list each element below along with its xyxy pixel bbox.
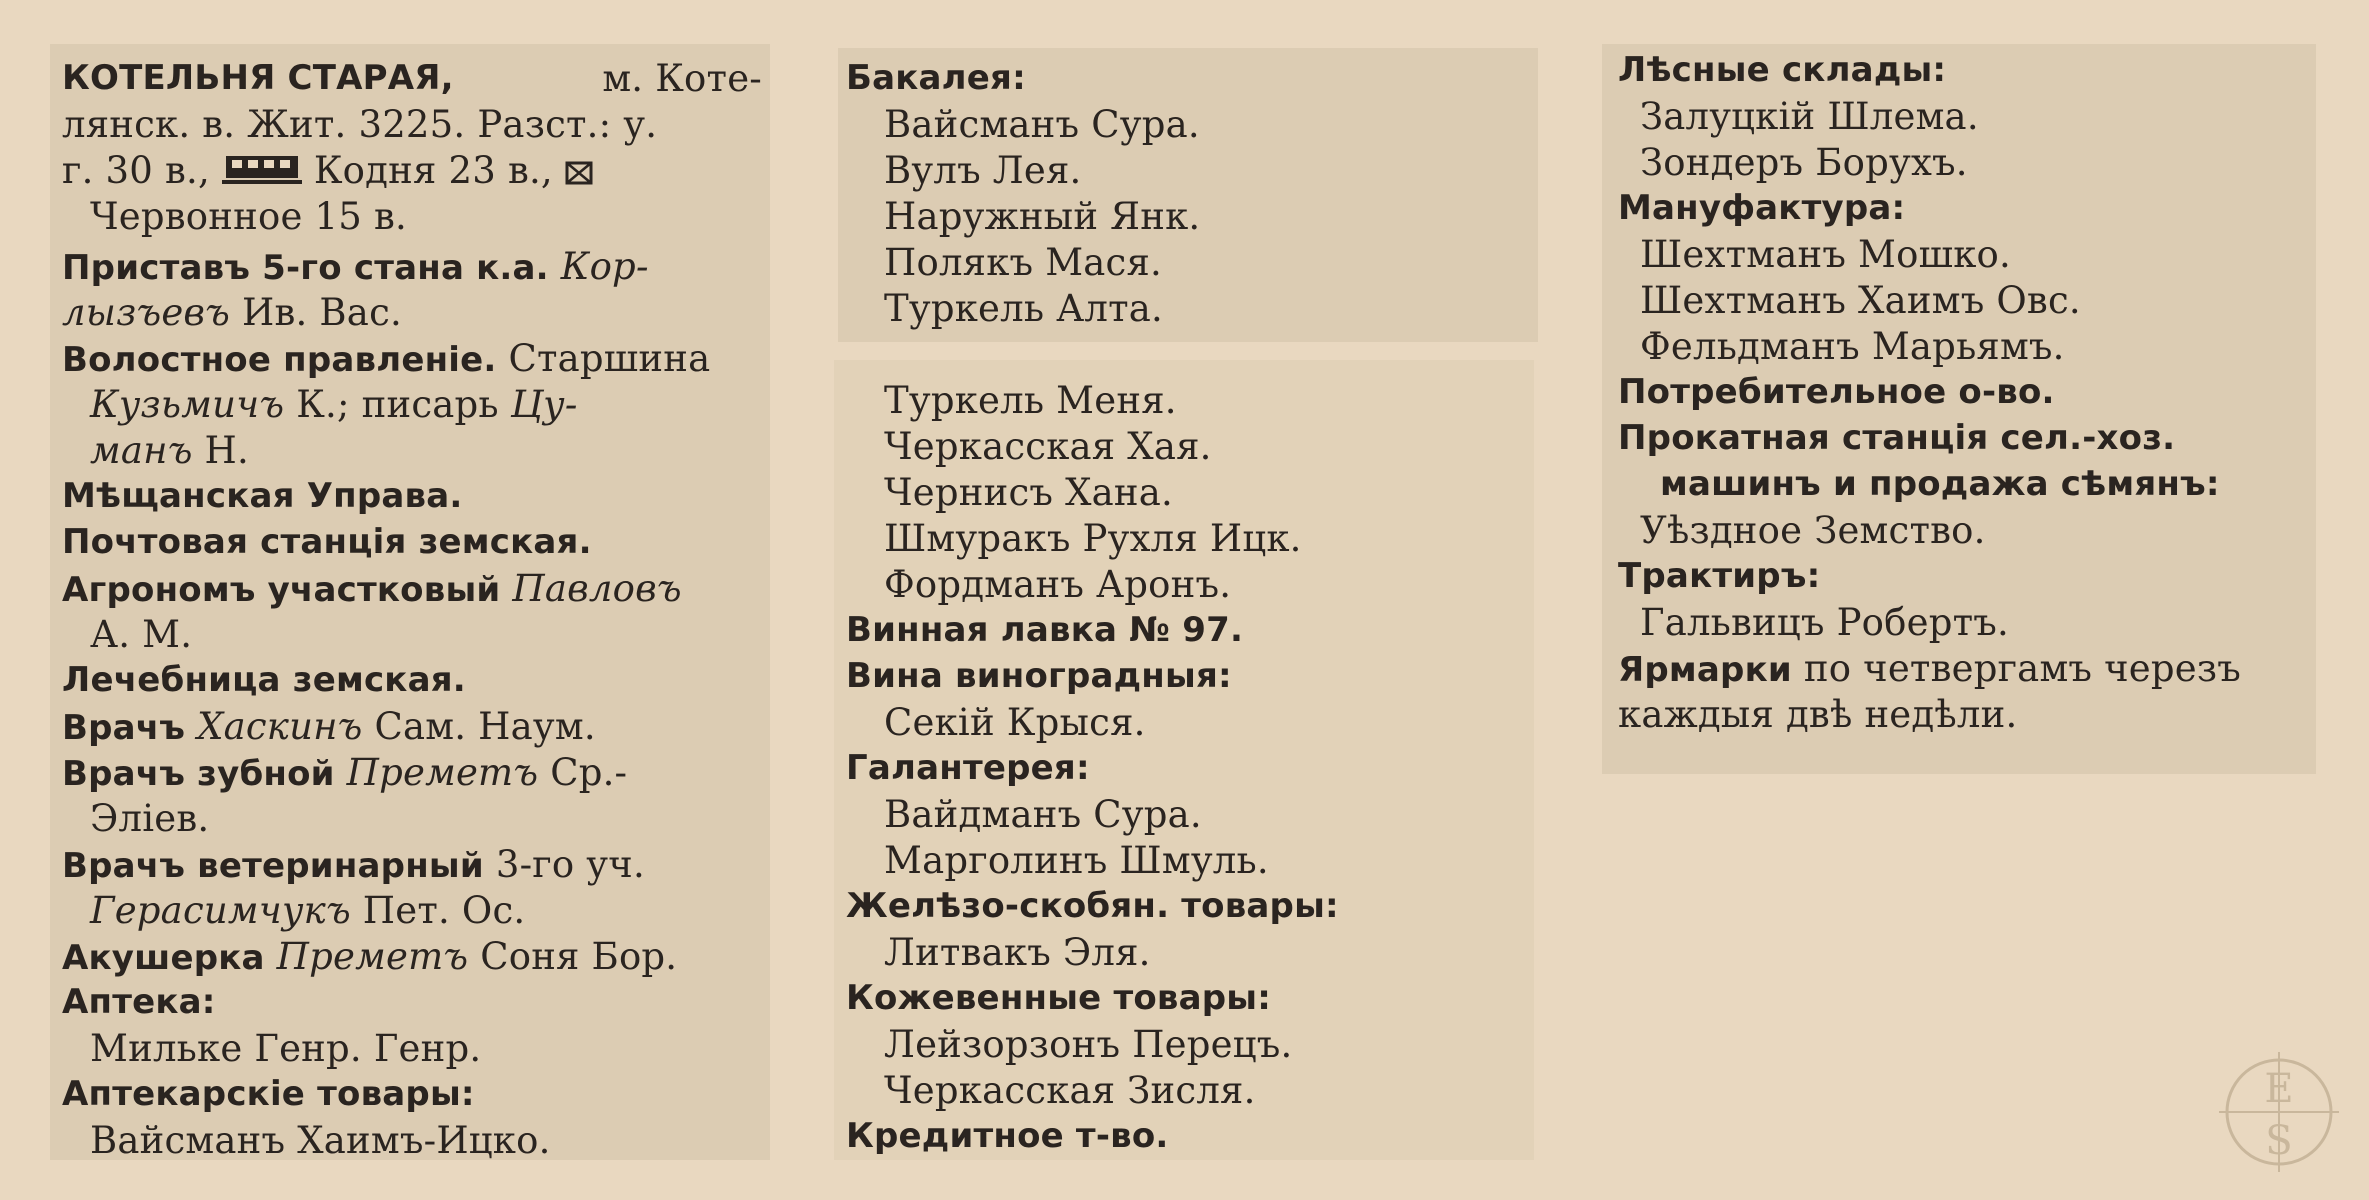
bakaleya-heading: Бакалея: — [846, 58, 1026, 98]
svg-text:E: E — [2264, 1066, 2294, 1112]
list-item: Вулъ Лея. — [884, 149, 1082, 192]
list-item: Шмуракъ Рухля Ицк. — [884, 517, 1302, 560]
kozhevennye-heading: Кожевенные товары: — [846, 978, 1272, 1018]
galantereya-heading: Галантерея: — [846, 748, 1090, 788]
town-name: КОТЕЛЬНЯ СТАРАЯ, — [62, 58, 454, 98]
directory-page: КОТЕЛЬНЯ СТАРАЯ, м. Коте- лянск. в. Жит. 3225. Разст.: у. г. 30 в., Кодня 23 в., Червонное 15 в. Приставъ 5-го стана к.а. Кор- лызъевъ Ив. Вас. Волостное правленіе. Старшина Кузьмичъ К.; писарь Цу- манъ Н. Мѣщанская Управа. Почтовая станція земская. Агрономъ участковый Павловъ А. М. Лечебница земская. Врачъ Хаскинъ Сам. Наум. Врачъ зубной Преметъ Ср.- Эліев. Врачъ ветеринарный 3-го уч. Герасимчукъ Пет. Ос. Акушерка Преметъ Соня Бор. Аптека: Мильке Генр. Генр. Аптекарскіе товары: Вайсманъ Хаимъ-Ицко. Бакалея: Вайсманъ Сура. Вулъ Лея. Наружный Янк. Полякъ Мася. Туркель Алта. Туркель Меня. Черкасская Хая. Чернисъ Хана. Шмуракъ Рухля Ицк. Фордманъ Аронъ. Винная лавка № 97. Вина виноградныя: Секій Крыся. Галантерея: Вайдманъ Сура. Марголинъ Шмуль. Желѣзо-скобян. товары: Литвакъ Эля. Кожевенные товары: Лейзорзонъ Перецъ. Черкасская Зисля. Кредитное т-во. Лѣсные склады: Залуцкій Шлема. Зондеръ Борухъ. Мануфактура: Шехтманъ Мошко. Шехтманъ Хаимъ Овс. Фельдманъ Марьямъ. Потребительное о-во. Прокатная станція сел.-хоз. машинъ и продажа сѣмянъ: Уѣздное Земство. Трактиръ: Гальвицъ Робертъ. Ярмарки по четвергамъ черезъ каждыя двѣ недѣли. E S — [0, 0, 2369, 1200]
vrach-1-entry: Врачъ Хаскинъ Сам. Наум. — [62, 705, 596, 748]
list-item: Фордманъ Аронъ. — [884, 563, 1232, 606]
traktir-heading: Трактиръ: — [1618, 556, 1821, 596]
lechebnitsa-entry: Лечебница земская. — [62, 660, 466, 700]
prokat-heading-1: Прокатная станція сел.-хоз. — [1618, 418, 2176, 458]
list-item: Туркель Алта. — [884, 287, 1163, 330]
manufaktura-heading: Мануфактура: — [1618, 188, 1906, 228]
railway-station-icon — [222, 151, 302, 196]
list-item: Туркель Меня. — [884, 379, 1177, 422]
kreditnoe-entry: Кредитное т-во. — [846, 1116, 1169, 1156]
town-heading-line: КОТЕЛЬНЯ СТАРАЯ, м. Коте- — [62, 57, 762, 100]
apttovary-heading: Аптекарскіе товары: — [62, 1074, 475, 1114]
pochta-entry: Почтовая станція земская. — [62, 522, 592, 562]
vina-heading: Вина виноградныя: — [846, 656, 1232, 696]
prokat-heading-2: машинъ и продажа сѣмянъ: — [1660, 464, 2220, 504]
yarmarki-entry: Ярмарки по четвергамъ черезъ — [1618, 647, 2241, 690]
list-item: Вайсманъ Сура. — [884, 103, 1200, 146]
list-item: Полякъ Мася. — [884, 241, 1162, 284]
svg-text:S: S — [2265, 1118, 2293, 1164]
vrach-3-entry: Врачъ ветеринарный 3-го уч. — [62, 843, 645, 886]
apteka-heading: Аптека: — [62, 982, 216, 1022]
watermark-stamp — [2219, 1052, 2339, 1172]
list-item: Чернисъ Хана. — [884, 471, 1174, 514]
volost-entry: Волостное правленіе. Старшина — [62, 337, 711, 380]
vrach-2-entry: Врачъ зубной Преметъ Ср.- — [62, 751, 628, 794]
vinnaya-lavka-entry: Винная лавка № 97. — [846, 610, 1244, 650]
meshch-entry: Мѣщанская Управа. — [62, 476, 463, 516]
pristav-entry: Приставъ 5-го стана к.а. Кор- — [62, 245, 649, 288]
list-item: Черкасская Хая. — [884, 425, 1212, 468]
akusherka-entry: Акушерка Преметъ Соня Бор. — [62, 935, 678, 978]
post-office-icon — [565, 151, 593, 196]
zhelezo-heading: Желѣзо-скобян. товары: — [846, 886, 1339, 926]
les-heading: Лѣсные склады: — [1618, 50, 1947, 90]
list-item: Наружный Янк. — [884, 195, 1201, 238]
potreb-entry: Потребительное о-во. — [1618, 372, 2055, 412]
agronom-entry: Агрономъ участковый Павловъ — [62, 567, 682, 610]
